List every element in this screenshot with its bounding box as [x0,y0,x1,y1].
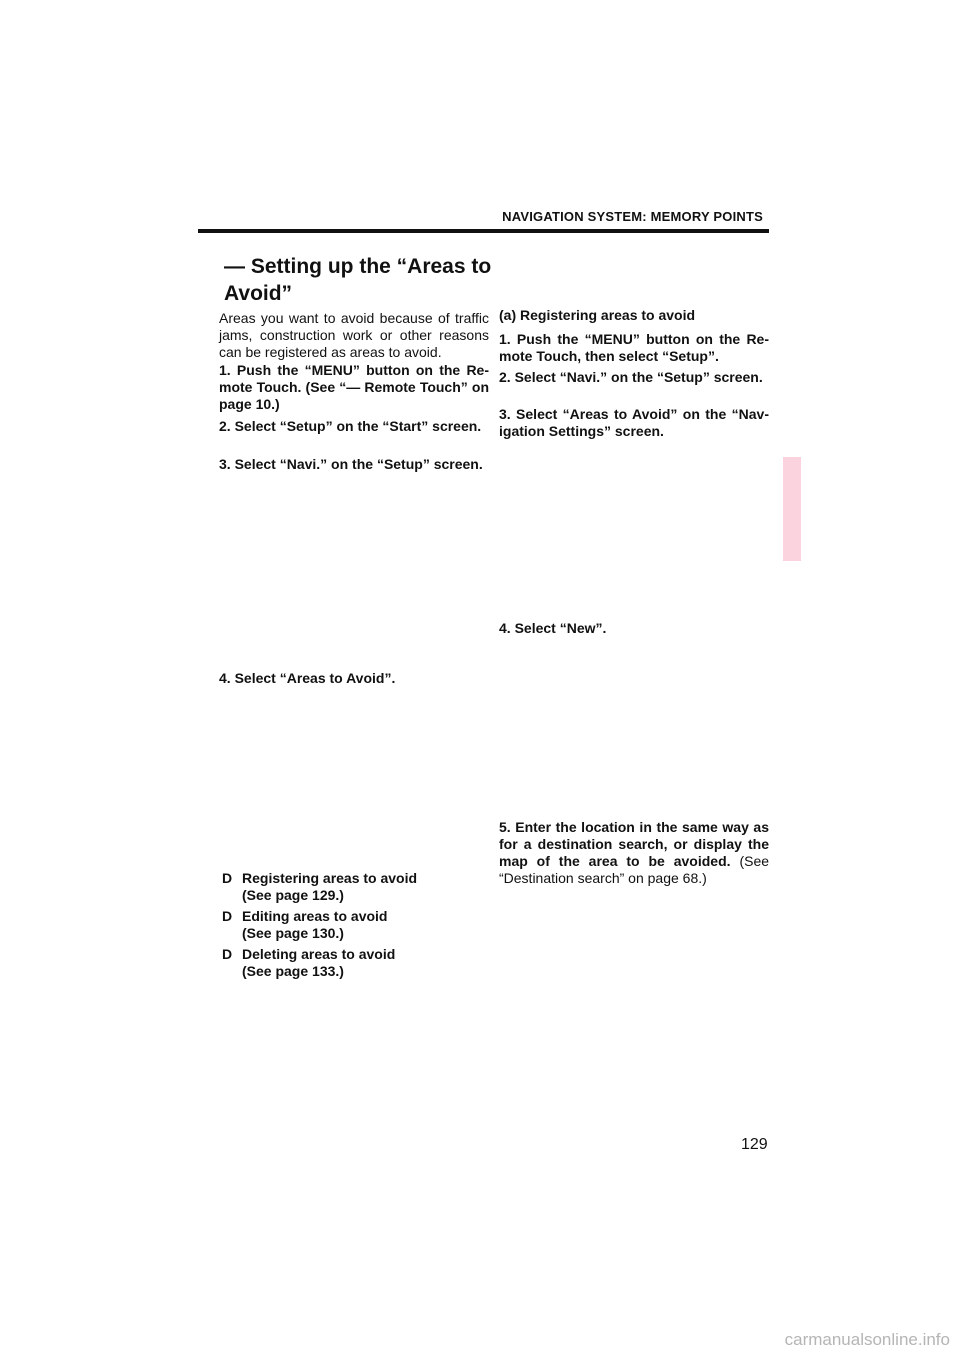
right-step-4-text: 4. Select “New”. [499,620,607,636]
right-step-2 [499,369,769,386]
bullet-symbol: D [222,946,233,962]
page-number: 129 [741,1136,768,1153]
right-step-1-text: 1. Push the “MENU” button on the Re-mote Touch, then select “Setup”. [499,331,769,364]
left-step-2-text: 2. Select “Setup” on the “Start” screen. [219,418,482,434]
right-subheading [499,307,769,324]
running-header: NAVIGATION SYSTEM: MEMORY POINTS [502,209,763,224]
intro-paragraph [219,310,489,361]
right-step-1 [499,331,769,365]
right-step-3-text: 3. Select “Areas to Avoid” on the “Nav-igation Settings” screen. [499,406,769,439]
section-title: — Setting up the “Areas to Avoid” [224,255,492,305]
watermark-link[interactable]: carmanualsonline.info [784,1330,950,1349]
left-step-3-text: 3. Select “Navi.” on the “Setup” screen. [219,456,483,472]
chapter-tab-marker [783,457,801,561]
bullet-text: Deleting areas to avoid (See page 133.) [242,946,396,979]
left-step-1-text: 1. Push the “MENU” button on the Re-mote Touch. (See “— Remote Touch” on page 10.) [219,362,489,412]
left-step-3 [219,456,489,473]
left-step-1 [219,362,489,413]
bullet-text: Registering areas to avoid (See page 129.) [242,870,418,903]
intro-text: Areas you want to avoid because of traffic jams, construction work or other reasons can be registered as areas to avoid. [219,310,489,360]
right-step-4 [499,620,769,637]
right-subheading-text: (a) Registering areas to avoid [499,307,696,323]
right-step-3 [499,406,769,440]
left-step-4-text: 4. Select “Areas to Avoid”. [219,670,396,686]
left-step-2 [219,418,489,435]
bullet-text: Editing areas to avoid (See page 130.) [242,908,388,941]
right-step-5-text: 5. Enter the location in the same way as for a destination search, or display the map of the area to be avoided. (See “Destination search” on page 68.) [499,819,770,886]
right-step-5 [499,819,769,887]
right-step-2-text: 2. Select “Navi.” on the “Setup” screen. [499,369,763,385]
left-step-4 [219,670,489,687]
bullet-symbol: D [222,908,233,924]
header-rule [198,229,769,233]
bullet-symbol: D [222,870,233,886]
